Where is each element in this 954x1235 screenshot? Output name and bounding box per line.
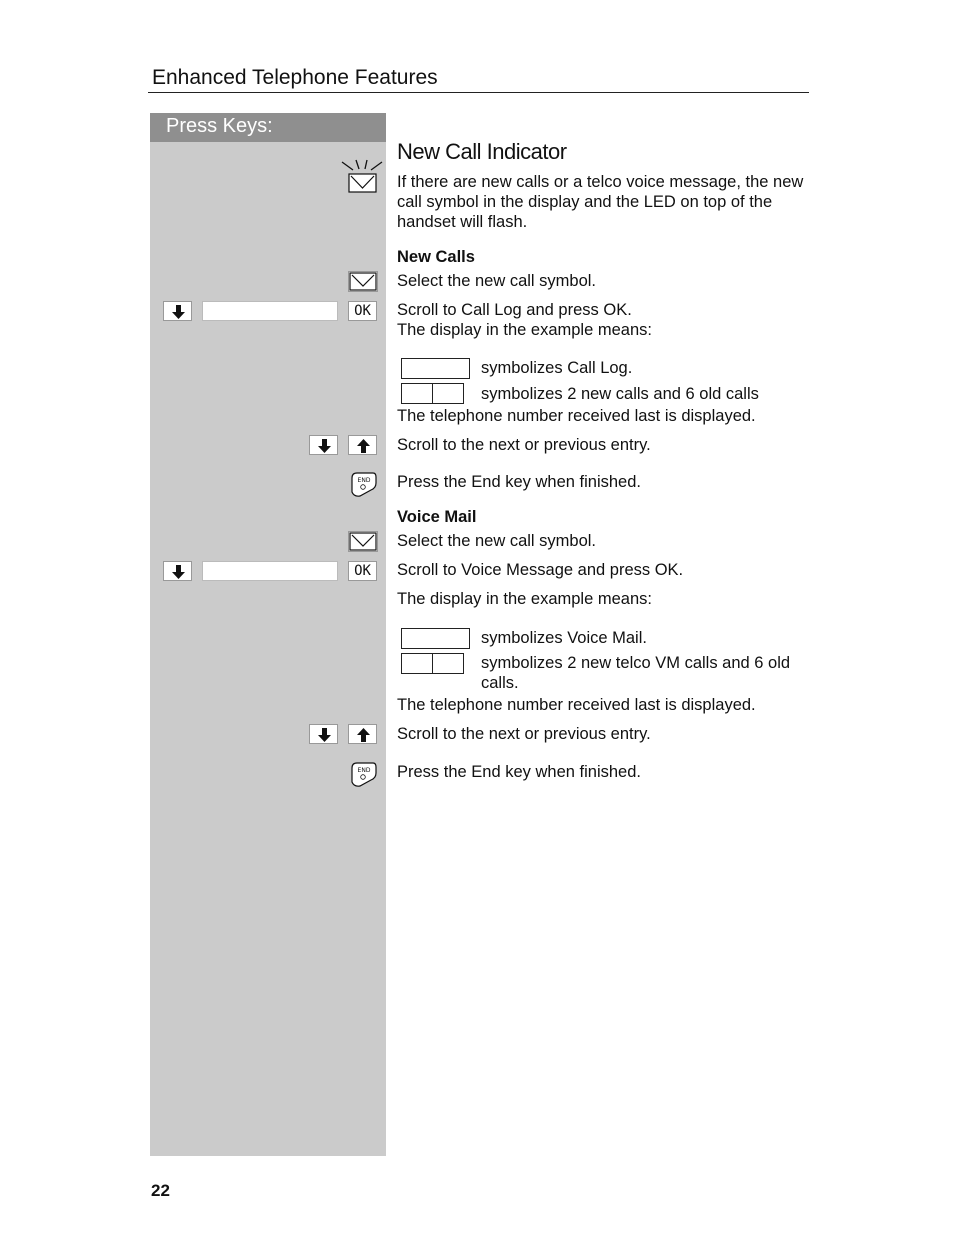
flashing-envelope-icon — [348, 173, 378, 193]
voice-mail-scroll: Scroll to Voice Message and press OK. — [397, 561, 684, 579]
arrow-down-icon[interactable] — [163, 561, 192, 581]
voice-mail-next-prev: Scroll to the next or previous entry. — [397, 725, 651, 743]
arrow-up-icon[interactable] — [348, 435, 377, 455]
end-key-label: END — [357, 477, 371, 484]
page-header-title: Enhanced Telephone Features — [152, 66, 438, 89]
new-calls-scroll-1: Scroll to Call Log and press OK. — [397, 301, 632, 319]
end-key-icon[interactable] — [348, 760, 378, 793]
press-keys-column — [150, 113, 386, 1156]
new-calls-heading: New Calls — [397, 248, 475, 266]
new-calls-select: Select the new call symbol. — [397, 272, 597, 290]
voice-mail-sym2: symbolizes 2 new telco VM calls and 6 old calls. — [481, 654, 791, 692]
page-number: 22 — [151, 1181, 170, 1200]
new-calls-sym2: symbolizes 2 new calls and 6 old calls — [481, 385, 759, 403]
arrow-down-icon[interactable] — [309, 724, 338, 744]
voice-mail-last: The telephone number received last is displayed. — [397, 696, 756, 714]
new-calls-sym1: symbolizes Call Log. — [481, 359, 633, 377]
new-calls-last: The telephone number received last is displayed. — [397, 407, 756, 425]
new-calls-next-prev: Scroll to the next or previous entry. — [397, 436, 651, 454]
voice-mail-sym1: symbolizes Voice Mail. — [481, 629, 647, 647]
display-field — [202, 561, 338, 581]
arrow-down-icon[interactable] — [309, 435, 338, 455]
press-keys-label: Press Keys: — [166, 115, 273, 137]
new-calls-count-box — [401, 383, 433, 404]
envelope-icon[interactable] — [348, 271, 378, 292]
ok-button[interactable]: OK — [348, 301, 377, 321]
old-vm-count-box — [432, 653, 464, 674]
voice-mail-select: Select the new call symbol. — [397, 532, 597, 550]
call-log-symbol — [401, 358, 470, 379]
voice-mail-heading: Voice Mail — [397, 508, 477, 526]
voice-mail-end: Press the End key when finished. — [397, 763, 641, 781]
end-key-label: END — [357, 767, 371, 774]
display-field — [202, 301, 338, 321]
header-divider — [148, 92, 809, 93]
section-title: New Call Indicator — [397, 139, 567, 164]
flash-rays-icon — [340, 158, 386, 174]
ok-button[interactable]: OK — [348, 561, 377, 581]
arrow-down-icon[interactable] — [163, 301, 192, 321]
new-vm-count-box — [401, 653, 433, 674]
press-keys-header — [150, 113, 386, 142]
end-key-icon[interactable] — [348, 470, 378, 503]
voice-mail-symbol — [401, 628, 470, 649]
section-intro: If there are new calls or a telco voice message, the new call symbol in the display and the LED on top of the handset will flash. — [397, 173, 804, 231]
envelope-icon[interactable] — [348, 531, 378, 552]
voice-mail-display-means: The display in the example means: — [397, 590, 652, 608]
old-calls-count-box — [432, 383, 464, 404]
arrow-up-icon[interactable] — [348, 724, 377, 744]
new-calls-scroll-2: The display in the example means: — [397, 321, 652, 339]
new-calls-end: Press the End key when finished. — [397, 473, 641, 491]
